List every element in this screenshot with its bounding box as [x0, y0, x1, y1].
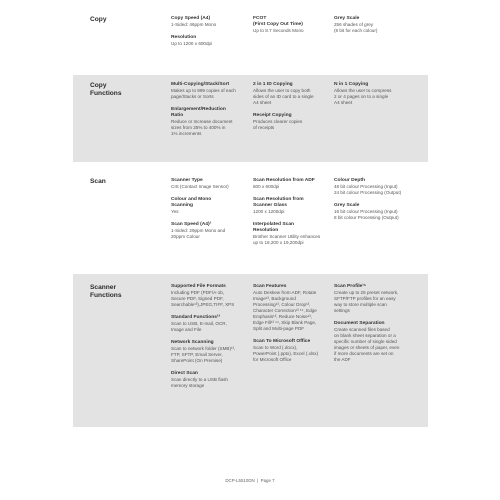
section-scan	[73, 162, 428, 274]
spec-text: 600 x 600dpi	[253, 184, 280, 189]
column-1	[171, 16, 249, 54]
column-2	[253, 16, 331, 41]
spec-item	[171, 284, 249, 308]
spec-text: Scan to Word (.docx), PowerPoint (.pptx), Excel (.xlsx) for Microsoft Office	[253, 345, 319, 362]
spec-heading: Colour and Mono Scanning	[171, 197, 212, 208]
spec-text: Produces clearer copies of receipts	[253, 119, 303, 130]
spec-item	[253, 339, 331, 363]
spec-heading: Standard Functions¹³	[171, 315, 221, 320]
spec-text: Create scanned files based on blank sheet separation or a specific number of single sided images or sheets of paper, even if more documents are set on the ADF	[334, 327, 400, 362]
spec-item	[334, 178, 412, 196]
spec-item	[334, 203, 412, 221]
spec-heading: Supported File Formats	[171, 284, 226, 289]
section-title: Copy Functions	[90, 82, 122, 97]
spec-text: 16 bit colour Processing (Input) 8 bit colour Processing (Output)	[334, 209, 399, 220]
spec-text: CIS (Contact Image Sensor)	[171, 184, 229, 189]
spec-item	[171, 371, 249, 389]
spec-heading: Scanner Type	[171, 178, 203, 183]
spec-heading: Scan Speed (A4)²	[171, 222, 212, 227]
column-3	[334, 284, 412, 370]
spec-heading: Enlargement/Reduction Ratio	[171, 107, 226, 118]
page-footer: DCP-L5510DN | Page 7	[225, 478, 275, 483]
spec-heading: Copy Speed (A4)	[171, 16, 211, 21]
spec-heading: Grey Scale	[334, 203, 360, 208]
spec-heading: Scan Features	[253, 284, 287, 289]
column-2	[253, 82, 331, 138]
spec-heading: N in 1 Copying	[334, 82, 369, 87]
spec-heading: Multi-Copying/Stack/Sort	[171, 82, 230, 87]
spec-text: Scan directly to a USB flash memory storage	[171, 377, 228, 388]
section-title: Scanner Functions	[90, 284, 122, 299]
spec-item	[253, 178, 331, 190]
column-1	[171, 82, 249, 144]
spec-item	[253, 284, 331, 332]
spec-heading: Colour Depth	[334, 178, 365, 183]
spec-text: Scan to USB, E-mail, OCR, Image and File	[171, 321, 227, 332]
spec-text: 1-Sided: 46ppm Mono	[171, 22, 217, 27]
spec-item	[171, 315, 249, 333]
spec-text: 1-Sided: 29ppm Mono and 20ppm Colour	[171, 228, 226, 239]
column-3	[334, 82, 412, 113]
spec-item	[334, 321, 412, 363]
column-2	[253, 284, 331, 370]
spec-text: Allows the user to compress 2 or 4 pages on to a single A4 sheet	[334, 88, 392, 105]
spec-item	[253, 16, 331, 34]
spec-text: Makes up to 999 copies of each page/Stacks or Sorts	[171, 88, 236, 99]
spec-item	[171, 82, 249, 100]
spec-text: Yes	[171, 209, 179, 214]
spec-text: Scan to network folder (SMB)¹³, FTP, SFTP, Email Server, SharePoint (On Premise)	[171, 346, 236, 363]
spec-item	[171, 340, 249, 364]
spec-heading: Network Scanning	[171, 340, 214, 345]
spec-item	[334, 16, 412, 34]
spec-heading: Direct Scan	[171, 371, 198, 376]
section-scanner-functions	[73, 274, 428, 427]
spec-item	[253, 113, 331, 131]
section-copy	[73, 0, 428, 75]
spec-heading: Receipt Copying	[253, 113, 292, 118]
spec-text: Up to 8.7 Seconds Mono	[253, 28, 304, 33]
spec-text: Reduce or Increase document sizes from 25% to 400% in 1% increments	[171, 119, 233, 136]
section-copy-functions	[73, 75, 428, 162]
spec-text: Create up to 25 preset network, SFTP/FTP profiles for an easy way to store multiple scan settings	[334, 290, 399, 313]
spec-item	[334, 284, 412, 314]
spec-text: Auto Deskew from ADF, Rotate Image¹³, Background Processing¹³, Colour Drop¹³, Character Correction¹³ ¹⁴, Edge Emphasis¹³, Reduce Noise¹³, Edge Fill¹³ ¹⁴, Skip Blank Page, Split and Multi-page PDF	[253, 290, 317, 331]
spec-heading: Interpolated Scan Resolution	[253, 222, 295, 233]
column-2	[253, 178, 331, 253]
spec-heading: Resolution	[171, 35, 197, 40]
spec-item	[253, 197, 331, 215]
spec-text: 48 bit colour Processing (Input) 24 bit colour Processing (Output)	[334, 184, 402, 195]
spec-heading: Grey Scale	[334, 16, 360, 21]
spec-item	[171, 197, 249, 215]
column-3	[334, 178, 412, 228]
spec-item	[334, 82, 412, 106]
section-title: Copy	[90, 16, 107, 23]
spec-text: 256 shades of grey (8 bit for each colour)	[334, 22, 378, 33]
spec-heading: Scan Profile¹⁵	[334, 284, 367, 289]
section-title: Scan	[90, 178, 106, 185]
spec-heading: 2 in 1 ID Copying	[253, 82, 293, 87]
spec-heading: Scan Resolution from ADF	[253, 178, 315, 183]
spec-heading: Document Separation	[334, 321, 385, 326]
spec-item	[171, 35, 249, 47]
spec-item	[171, 222, 249, 240]
column-1	[171, 284, 249, 396]
spec-text: Including PDF (PDF/A-1b, Secure PDF, Signed PDF, Searchable¹³),JPEG,TIFF, XPS	[171, 290, 235, 307]
spec-item	[253, 222, 331, 246]
spec-item	[171, 107, 249, 137]
spec-text: Brother Scanner Utility enhances up to 19,200 x 19,200dpi	[253, 234, 321, 245]
spec-text: Allows the user to copy both sides of an ID card to a single A4 sheet	[253, 88, 314, 105]
column-3	[334, 16, 412, 41]
spec-item	[253, 82, 331, 106]
spec-heading: FCOT (First Copy Out Time)	[253, 16, 303, 27]
spec-text: Up to 1200 x 600dpi	[171, 41, 213, 46]
spec-heading: Scan Resolution from Scanner Glass	[253, 197, 304, 208]
column-1	[171, 178, 249, 247]
spec-item	[171, 178, 249, 190]
spec-heading: Scan To Microsoft Office	[253, 339, 311, 344]
spec-item	[171, 16, 249, 28]
spec-text: 1200 x 1200dpi	[253, 209, 285, 214]
